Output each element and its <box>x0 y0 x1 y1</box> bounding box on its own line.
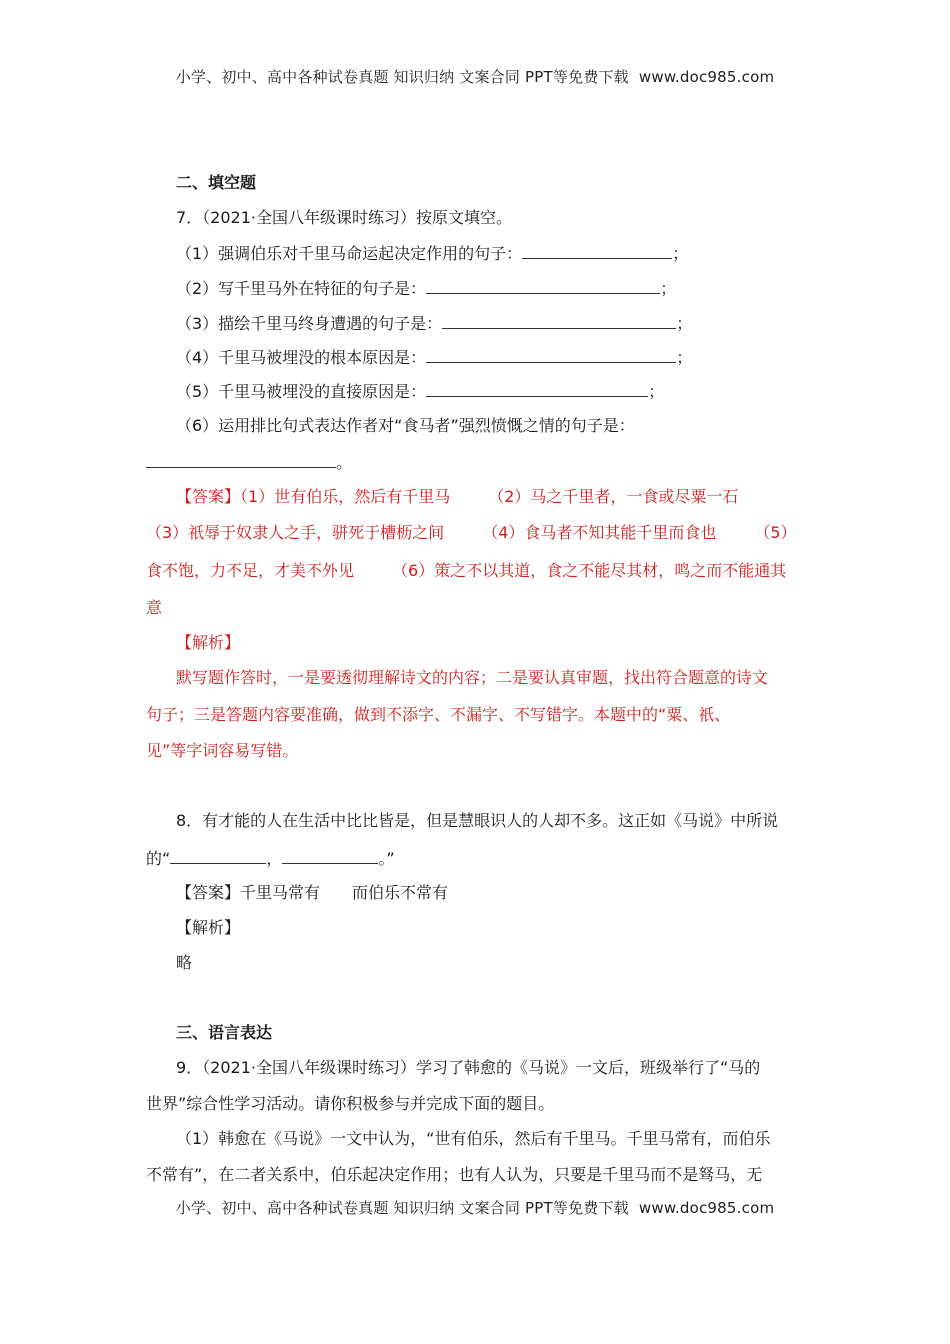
footer-text: 小学、初中、高中各种试卷真题 知识归纳 文案合同 PPT等免费下载 <box>175 1199 629 1217</box>
q7-answer-2: （2）马之千里者，一食或尽粟一石 <box>488 487 739 506</box>
q9-line-2: 世界”综合性学习活动。请你积极参与并完成下面的题目。 <box>146 1094 555 1113</box>
q7-answer-1: （1）世有伯乐，然后有千里马 <box>240 487 451 506</box>
q8-blank-2[interactable] <box>282 847 378 864</box>
q7-item-2-text: （2）写千里马外在特征的句子是： <box>176 279 427 298</box>
q7-item-6: （6）运用排比句式表达作者对“食马者”强烈愤慨之情的句子是： <box>176 416 635 435</box>
q7-answer-3: （3）祇辱于奴隶人之手，骈死于槽枥之间 <box>146 523 445 542</box>
q8-quote-open: 的“ <box>146 849 171 868</box>
section-title-fill-in: 二、填空题 <box>176 173 257 192</box>
q7-answer-line-1 <box>176 486 738 508</box>
q8-answer-a: 千里马常有 <box>240 883 321 902</box>
q7-stem: 7．（2021·全国八年级课时练习）按原文填空。 <box>176 208 512 227</box>
q7-item-5-blank[interactable] <box>426 380 648 397</box>
q7-answer-6: （6）策之不以其道，食之不能尽其材，鸣之而不能通其 <box>392 561 787 580</box>
q8-line-2 <box>146 847 395 870</box>
q8-analysis: 略 <box>176 953 193 972</box>
q7-item-6-answer-line <box>146 451 352 474</box>
q7-item-2-semi: ； <box>660 279 677 298</box>
q7-answer-label: 【答案】 <box>176 487 241 506</box>
q7-item-5-semi: ； <box>648 382 665 401</box>
q7-analysis-line-1: 默写题作答时，一是要透彻理解诗文的内容；二是要认真审题，找出符合题意的诗文 <box>176 668 769 687</box>
header-text: 小学、初中、高中各种试卷真题 知识归纳 文案合同 PPT等免费下载 <box>175 68 629 86</box>
q7-item-5 <box>176 380 664 403</box>
q7-item-1-text: （1）强调伯乐对千里马命运起决定作用的句子： <box>176 244 523 263</box>
q7-item-4-text: （4）千里马被埋没的根本原因是： <box>176 348 427 367</box>
q9-line-3: （1）韩愈在《马说》一文中认为，“世有伯乐，然后有千里马。千里马常有，而伯乐 <box>176 1129 771 1148</box>
q8-blank-1[interactable] <box>170 847 266 864</box>
q8-line-1: 8．有才能的人在生活中比比皆是，但是慧眼识人的人却不多。这正如《马说》中所说 <box>176 811 779 830</box>
q7-analysis-line-3: 见”等字词容易写错。 <box>146 741 299 760</box>
q7-analysis-label: 【解析】 <box>176 633 241 652</box>
q8-analysis-label: 【解析】 <box>176 918 241 937</box>
q7-analysis-line-2: 句子；三是答题内容要准确，做到不添字、不漏字、不写错字。本题中的“粟、祇、 <box>146 705 731 724</box>
q7-item-1 <box>176 242 688 265</box>
q8-answer-label: 【答案】 <box>176 883 241 902</box>
q7-answer-line-4: 意 <box>146 598 163 617</box>
q7-answer-5-label: （5） <box>754 523 797 542</box>
page-header <box>0 66 950 87</box>
q9-line-4: 不常有”，在二者关系中，伯乐起决定作用；也有人认为，只要是千里马而不是驽马，无 <box>146 1165 763 1184</box>
q7-item-3-semi: ； <box>676 314 693 333</box>
q7-item-1-blank[interactable] <box>522 242 672 259</box>
q8-answer-b: 而伯乐不常有 <box>352 883 449 902</box>
section-title-language: 三、语言表达 <box>176 1023 273 1042</box>
q7-item-2 <box>176 277 676 300</box>
q8-comma: ， <box>266 849 283 868</box>
q7-item-1-semi: ； <box>672 244 689 263</box>
q7-item-4 <box>176 346 692 369</box>
q7-answer-line-3 <box>146 560 786 582</box>
q7-item-3-text: （3）描绘千里马终身遭遇的句子是： <box>176 314 443 333</box>
q7-item-2-blank[interactable] <box>426 277 660 294</box>
q7-item-4-blank[interactable] <box>426 346 676 363</box>
q7-item-5-text: （5）千里马被埋没的直接原因是： <box>176 382 427 401</box>
q8-answer <box>176 882 448 904</box>
q7-item-6-blank[interactable] <box>146 451 336 468</box>
q7-item-3-blank[interactable] <box>442 312 676 329</box>
q8-quote-close: 。” <box>378 849 395 868</box>
header-url[interactable]: www.doc985.com <box>638 68 775 86</box>
q7-item-3 <box>176 312 692 335</box>
q7-item-4-semi: ； <box>676 348 693 367</box>
footer-url[interactable]: www.doc985.com <box>638 1199 775 1217</box>
page-footer <box>0 1197 950 1218</box>
q7-answer-5: 食不饱，力不足，才美不外见 <box>146 561 355 580</box>
q7-answer-4: （4）食马者不知其能千里而食也 <box>482 523 717 542</box>
q9-line-1: 9．（2021·全国八年级课时练习）学习了韩愈的《马说》一文后，班级举行了“马的 <box>176 1058 761 1077</box>
q7-item-6-period: 。 <box>336 453 353 472</box>
q7-answer-line-2 <box>146 522 797 544</box>
